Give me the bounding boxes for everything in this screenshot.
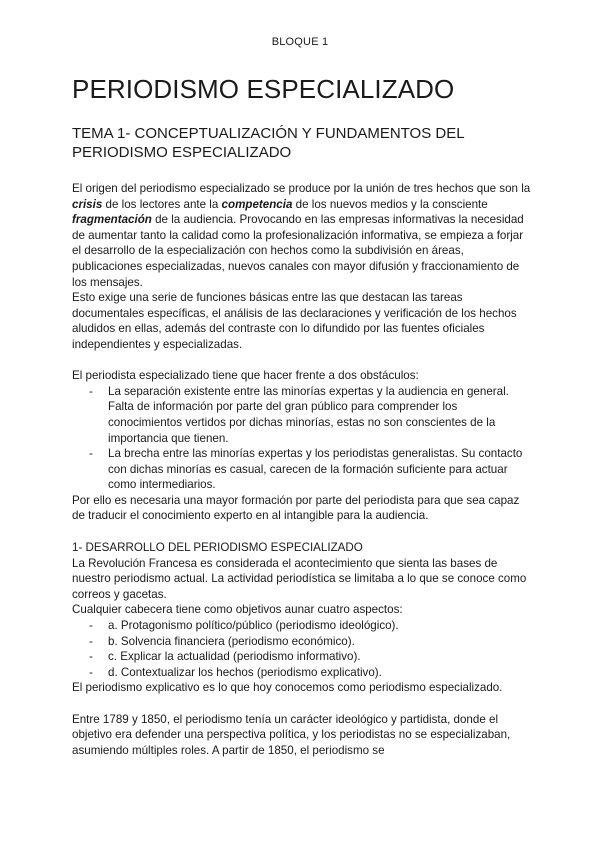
section-paragraph-1: La Revolución Francesa es considerada el acontecimiento que sienta las bases de nuestro periodismo actual. La actividad periodística se limitaba a lo que se conoce como correos y gacetas. [72, 556, 527, 601]
intro-text: de los nuevos medios y la consciente [292, 197, 488, 211]
obstacles-lead: El periodista especializado tiene que hacer frente a dos obstáculos: [72, 369, 419, 383]
emphasis-fragmentacion: fragmentación [72, 213, 152, 227]
obstacles-list [72, 384, 534, 493]
document-body [72, 181, 534, 758]
emphasis-crisis: crisis [72, 197, 103, 211]
list-item: - c. Explicar la actualidad (periodismo informativo). [72, 649, 534, 665]
list-item: - b. Solvencia financiera (periodismo económico). [72, 634, 534, 650]
list-item: - a. Protagonismo político/público (periodismo ideológico). [72, 618, 534, 634]
section-paragraph-4: Entre 1789 y 1850, el periodismo tenía un carácter ideológico y partidista, donde el objetivo era defender una perspectiva política, y los periodistas no se especializaban, asumiendo múltiples roles. A partir de 1850, el periodismo se [72, 712, 511, 757]
intro-text: El origen del periodismo especializado se produce por la unión de tres hechos que son la [72, 182, 531, 195]
block-label: BLOQUE 1 [271, 36, 329, 48]
topic-heading: TEMA 1- CONCEPTUALIZACIÓN Y FUNDAMENTOS DEL PERIODISMO ESPECIALIZADO [72, 125, 465, 161]
list-item: - La brecha entre las minorías expertas y los periodistas generalistas. Su contacto con dichas minorías es casual, carecen de la formación suficiente para actuar como intermediarios. [72, 446, 534, 493]
intro-text: de los lectores ante la [102, 197, 222, 211]
list-item: - La separación existente entre las minorías expertas y la audiencia en general. Falta de información por parte del gran público para comprender los conocimientos vertidos por dichas minorías, estas no son conscientes de la importancia que tienen. [72, 384, 534, 446]
page-title: PERIODISMO ESPECIALIZADO [72, 74, 455, 104]
intro-paragraph-2: Esto exige una serie de funciones básicas entre las que destacan las tareas documentales específicas, el análisis de las declaraciones y verificación de los hechos aludidos en ellas, además del contraste con lo difundido por las fuentes oficiales independientes y especializadas. [72, 291, 517, 351]
obstacles-conclusion: Por ello es necesaria una mayor formación por parte del periodista para que sea capaz de traducir el conocimiento experto en al intangible para la audiencia. [72, 493, 520, 523]
intro-paragraph-1 [72, 181, 534, 290]
intro-text: de la audiencia. Provocando en las empresas informativas la necesidad de aumentar tanto la calidad como la profesionalización informativa, se empieza a forjar el desarrollo de la especialización con hechos como la subdivisión en áreas, publicaciones especializadas, nuevos canales con mayor difusión y fraccionamiento de los mensajes. [72, 213, 524, 289]
section-paragraph-3: El periodismo explicativo es lo que hoy conocemos como periodismo especializado. [72, 681, 503, 695]
objectives-list [72, 618, 534, 680]
emphasis-competencia: competencia [221, 197, 293, 211]
section-heading: 1- DESARROLLO DEL PERIODISMO ESPECIALIZADO [72, 541, 363, 555]
section-paragraph-2: Cualquier cabecera tiene como objetivos aunar cuatro aspectos: [72, 603, 403, 617]
list-item: - d. Contextualizar los hechos (periodismo explicativo). [72, 665, 534, 681]
